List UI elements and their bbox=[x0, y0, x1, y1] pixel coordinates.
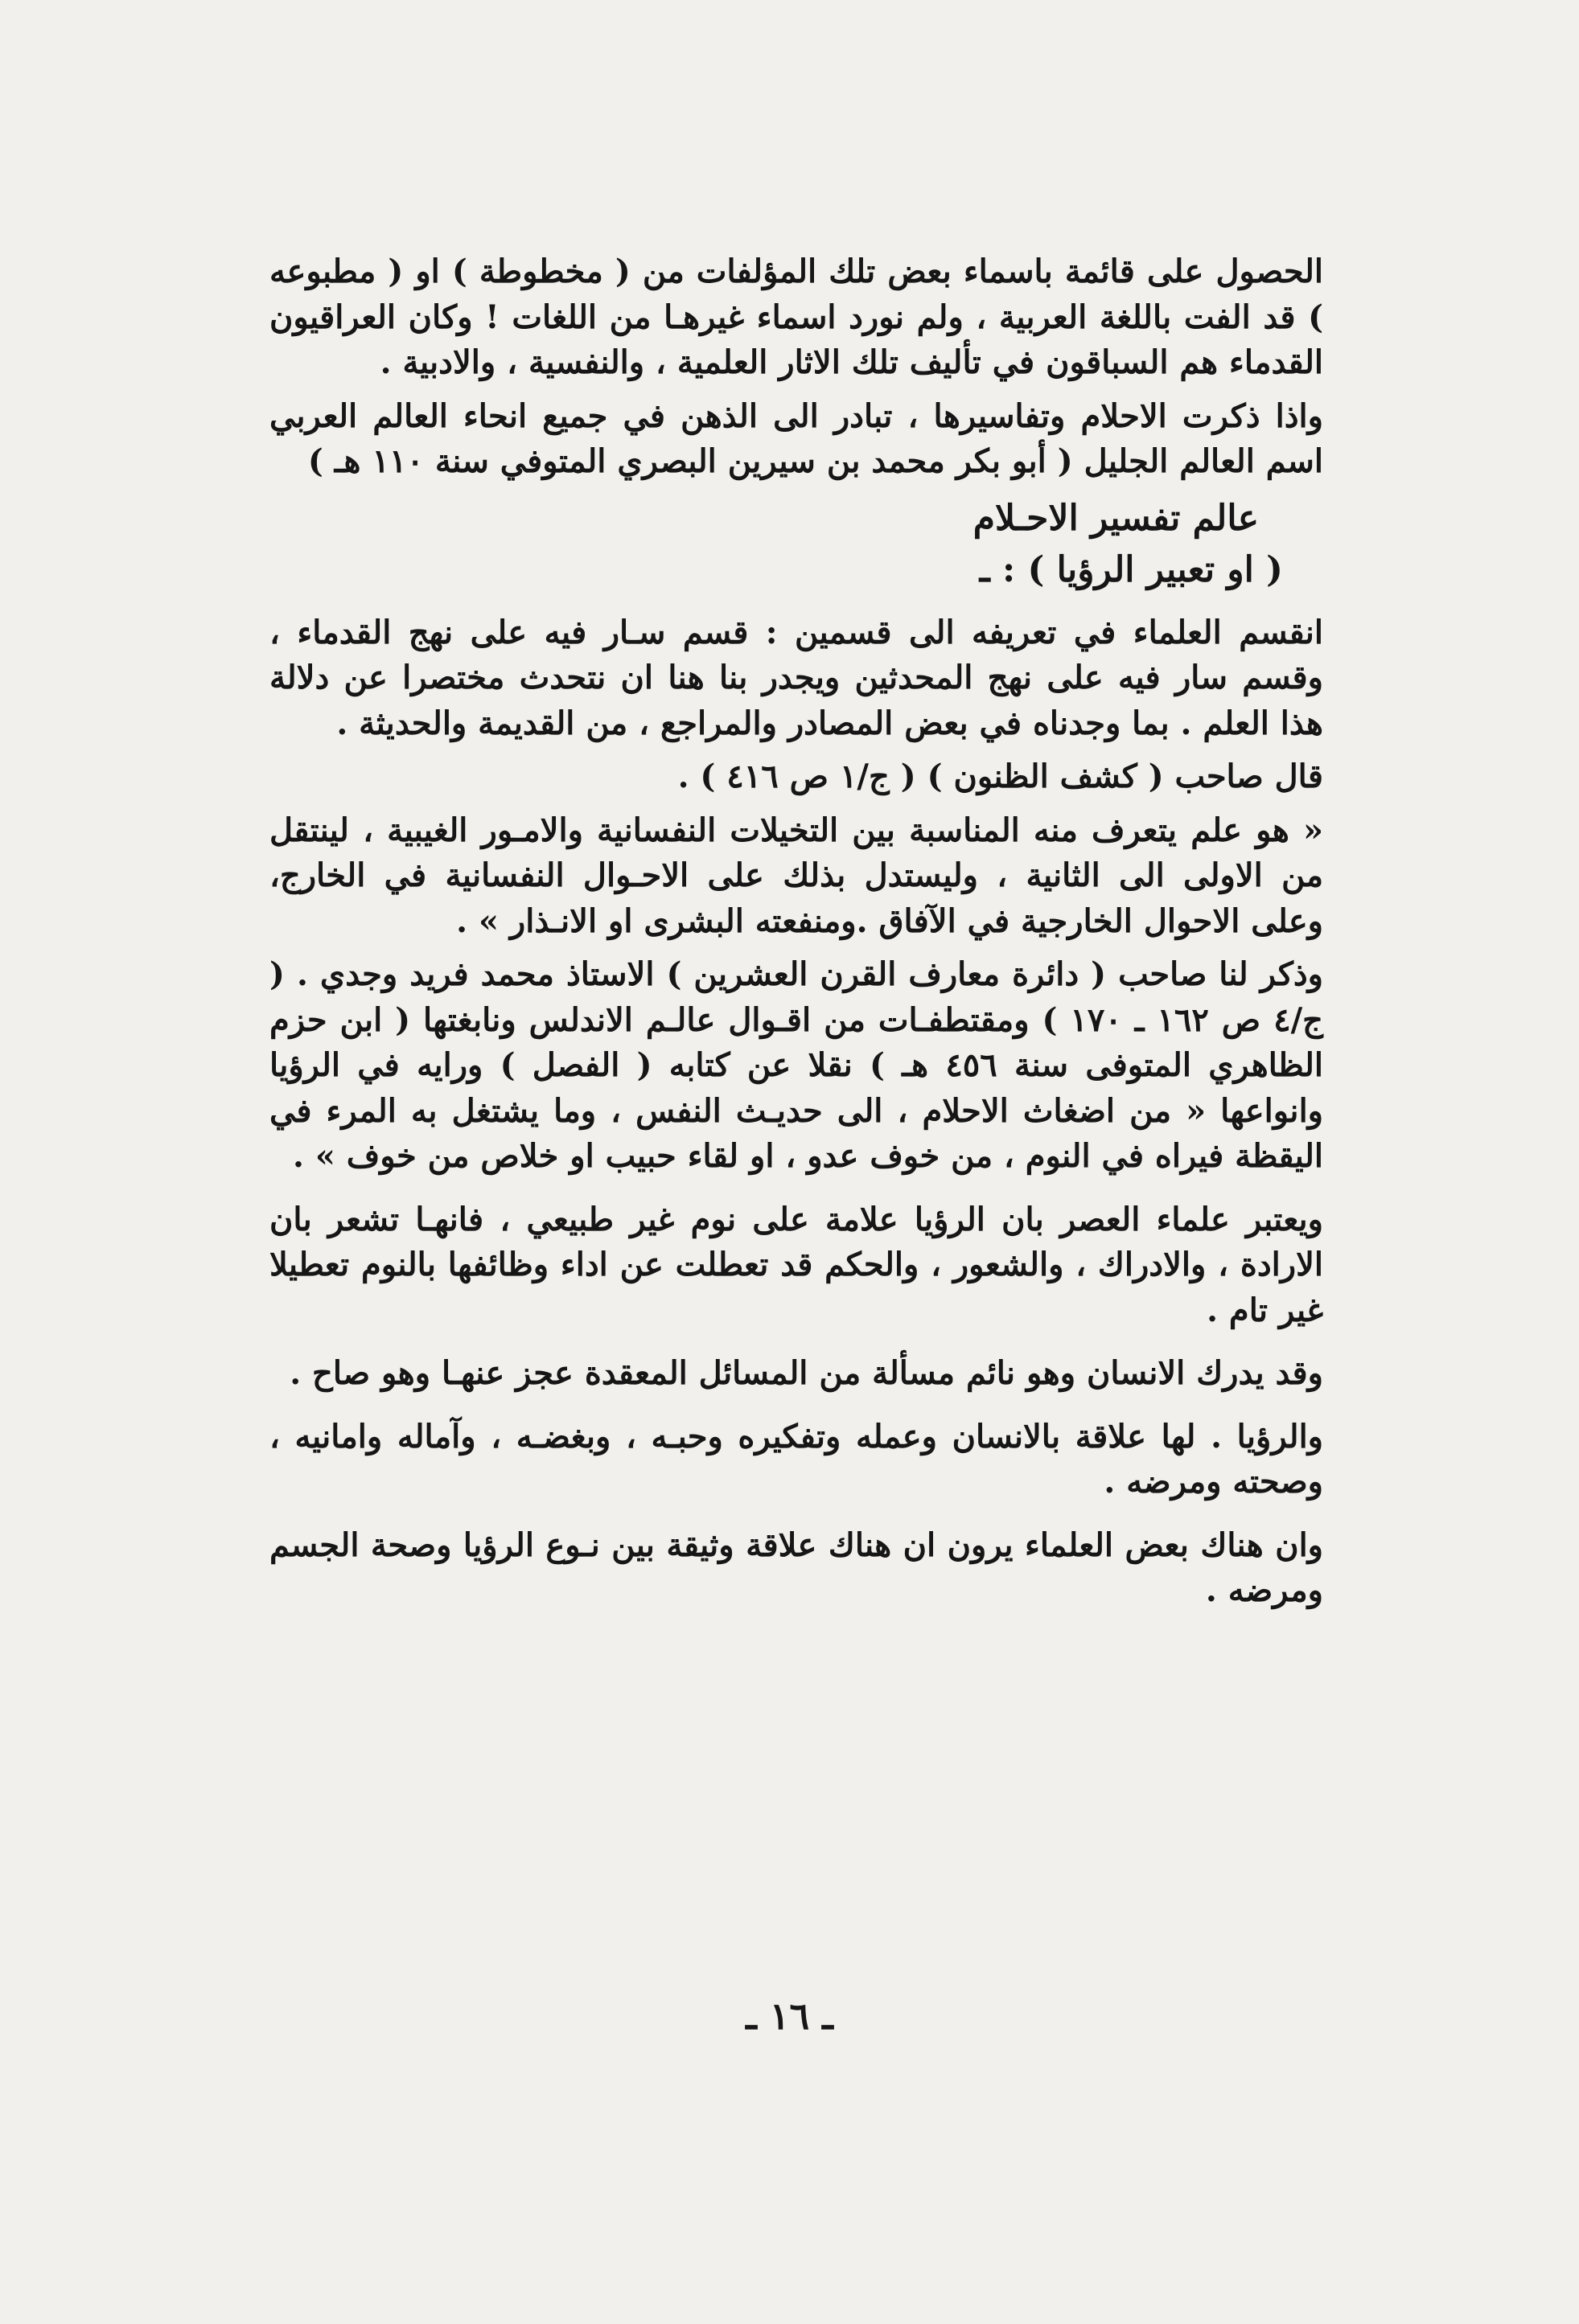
paragraph-sleeping-insight: وقد يدرك الانسان وهو نائم مسألة من المسائل المعقدة عجز عنهـا وهو صاح . bbox=[290, 1354, 1323, 1392]
paragraph-ibn-sirin: واذا ذكرت الاحلام وتفاسيرها ، تبادر الى الذهن في جميع انحاء العالم العربي اسم العالم الجليل ( أبو بكر محمد بن سيرين البصري المتوفي سنة ١١٠ هـ ) bbox=[269, 396, 1323, 480]
section-heading: عالم تفسير الاحـلام bbox=[972, 497, 1259, 539]
paragraph-modern-scholars: ويعتبر علماء العصر بان الرؤيا علامة على نوم غير طبيعي ، فانهـا تشعر بان الارادة ، والادراك ، والشعور ، والحكم قد تعطلت عن اداء وظائفها بالنوم تعطيلا غير تام . bbox=[269, 1200, 1323, 1329]
paragraph-kashf-quote: « هو علم يتعرف منه المناسبة بين التخيلات النفسانية والامـور الغيبية ، لينتقل من الاولى الى الثانية ، وليستدل بذلك على الاحـوال النفسانية في الخارج، وعلى الاحوال الخارجية في الآفاق .ومنفعته البشرى او الانـذار » . bbox=[269, 811, 1323, 940]
paragraph-wajdi-citation: وذكر لنا صاحب ( دائرة معارف القرن العشرين ) الاستاذ محمد فريد وجدي . ( ج/٤ ص ١٦٢ ـ ١٧٠ ) ومقتطفـات من اقـوال عالـم الاندلس ونابغتها ( ابن حزم الظاهري المتوفى سنة ٤٥٦ هـ ) نقلا عن كتابه ( الفصل ) ورايه في الرؤيا وانواعها « من اضغاث الاحلام ، الى حديـث النفس ، وما يشتغل به المرء في اليقظة فيراه في النوم ، من خوف عدو ، او لقاء حبيب او خلاص من خوف » . bbox=[269, 955, 1324, 1175]
paragraph-authors-list: الحصول على قائمة باسماء بعض تلك المؤلفات من ( مخطوطة ) او ( مطبوعه ) قد الفت باللغة العربية ، ولم نورد اسماء غيرهـا من اللغات ! وكان العراقيون القدماء هم السباقون في تأليف تلك الاثار العلمية ، والنفسية ، والادبية . bbox=[269, 253, 1323, 381]
section-subheading: ( او تعبير الرؤيا ) : ـ bbox=[979, 548, 1283, 590]
paragraph-definition-intro: انقسم العلماء في تعريفه الى قسمين : قسم سـار فيه على نهج القدماء ، وقسم سار فيه على نهج المحدثين ويجدر بنا هنا ان نتحدث مختصرا عن دلالة هذا العلم . بما وجدناه في بعض المصادر والمراجع ، من القديمة والحديثة . bbox=[269, 613, 1323, 742]
page-number: ـ ١٦ ـ bbox=[746, 1994, 833, 2038]
page-body bbox=[269, 249, 1323, 1622]
paragraph-kashf-citation: قال صاحب ( كشف الظنون ) ( ج/١ ص ٤١٦ ) . bbox=[677, 758, 1323, 795]
paragraph-dream-health: وان هناك بعض العلماء يرون ان هناك علاقة وثيقة بين نـوع الرؤيا وصحة الجسم ومرضه . bbox=[269, 1525, 1323, 1609]
paragraph-dream-relations: والرؤيا . لها علاقة بالانسان وعمله وتفكيره وحبـه ، وبغضـه ، وآماله وامانيه ، وصحته ومرضه . bbox=[269, 1417, 1324, 1501]
